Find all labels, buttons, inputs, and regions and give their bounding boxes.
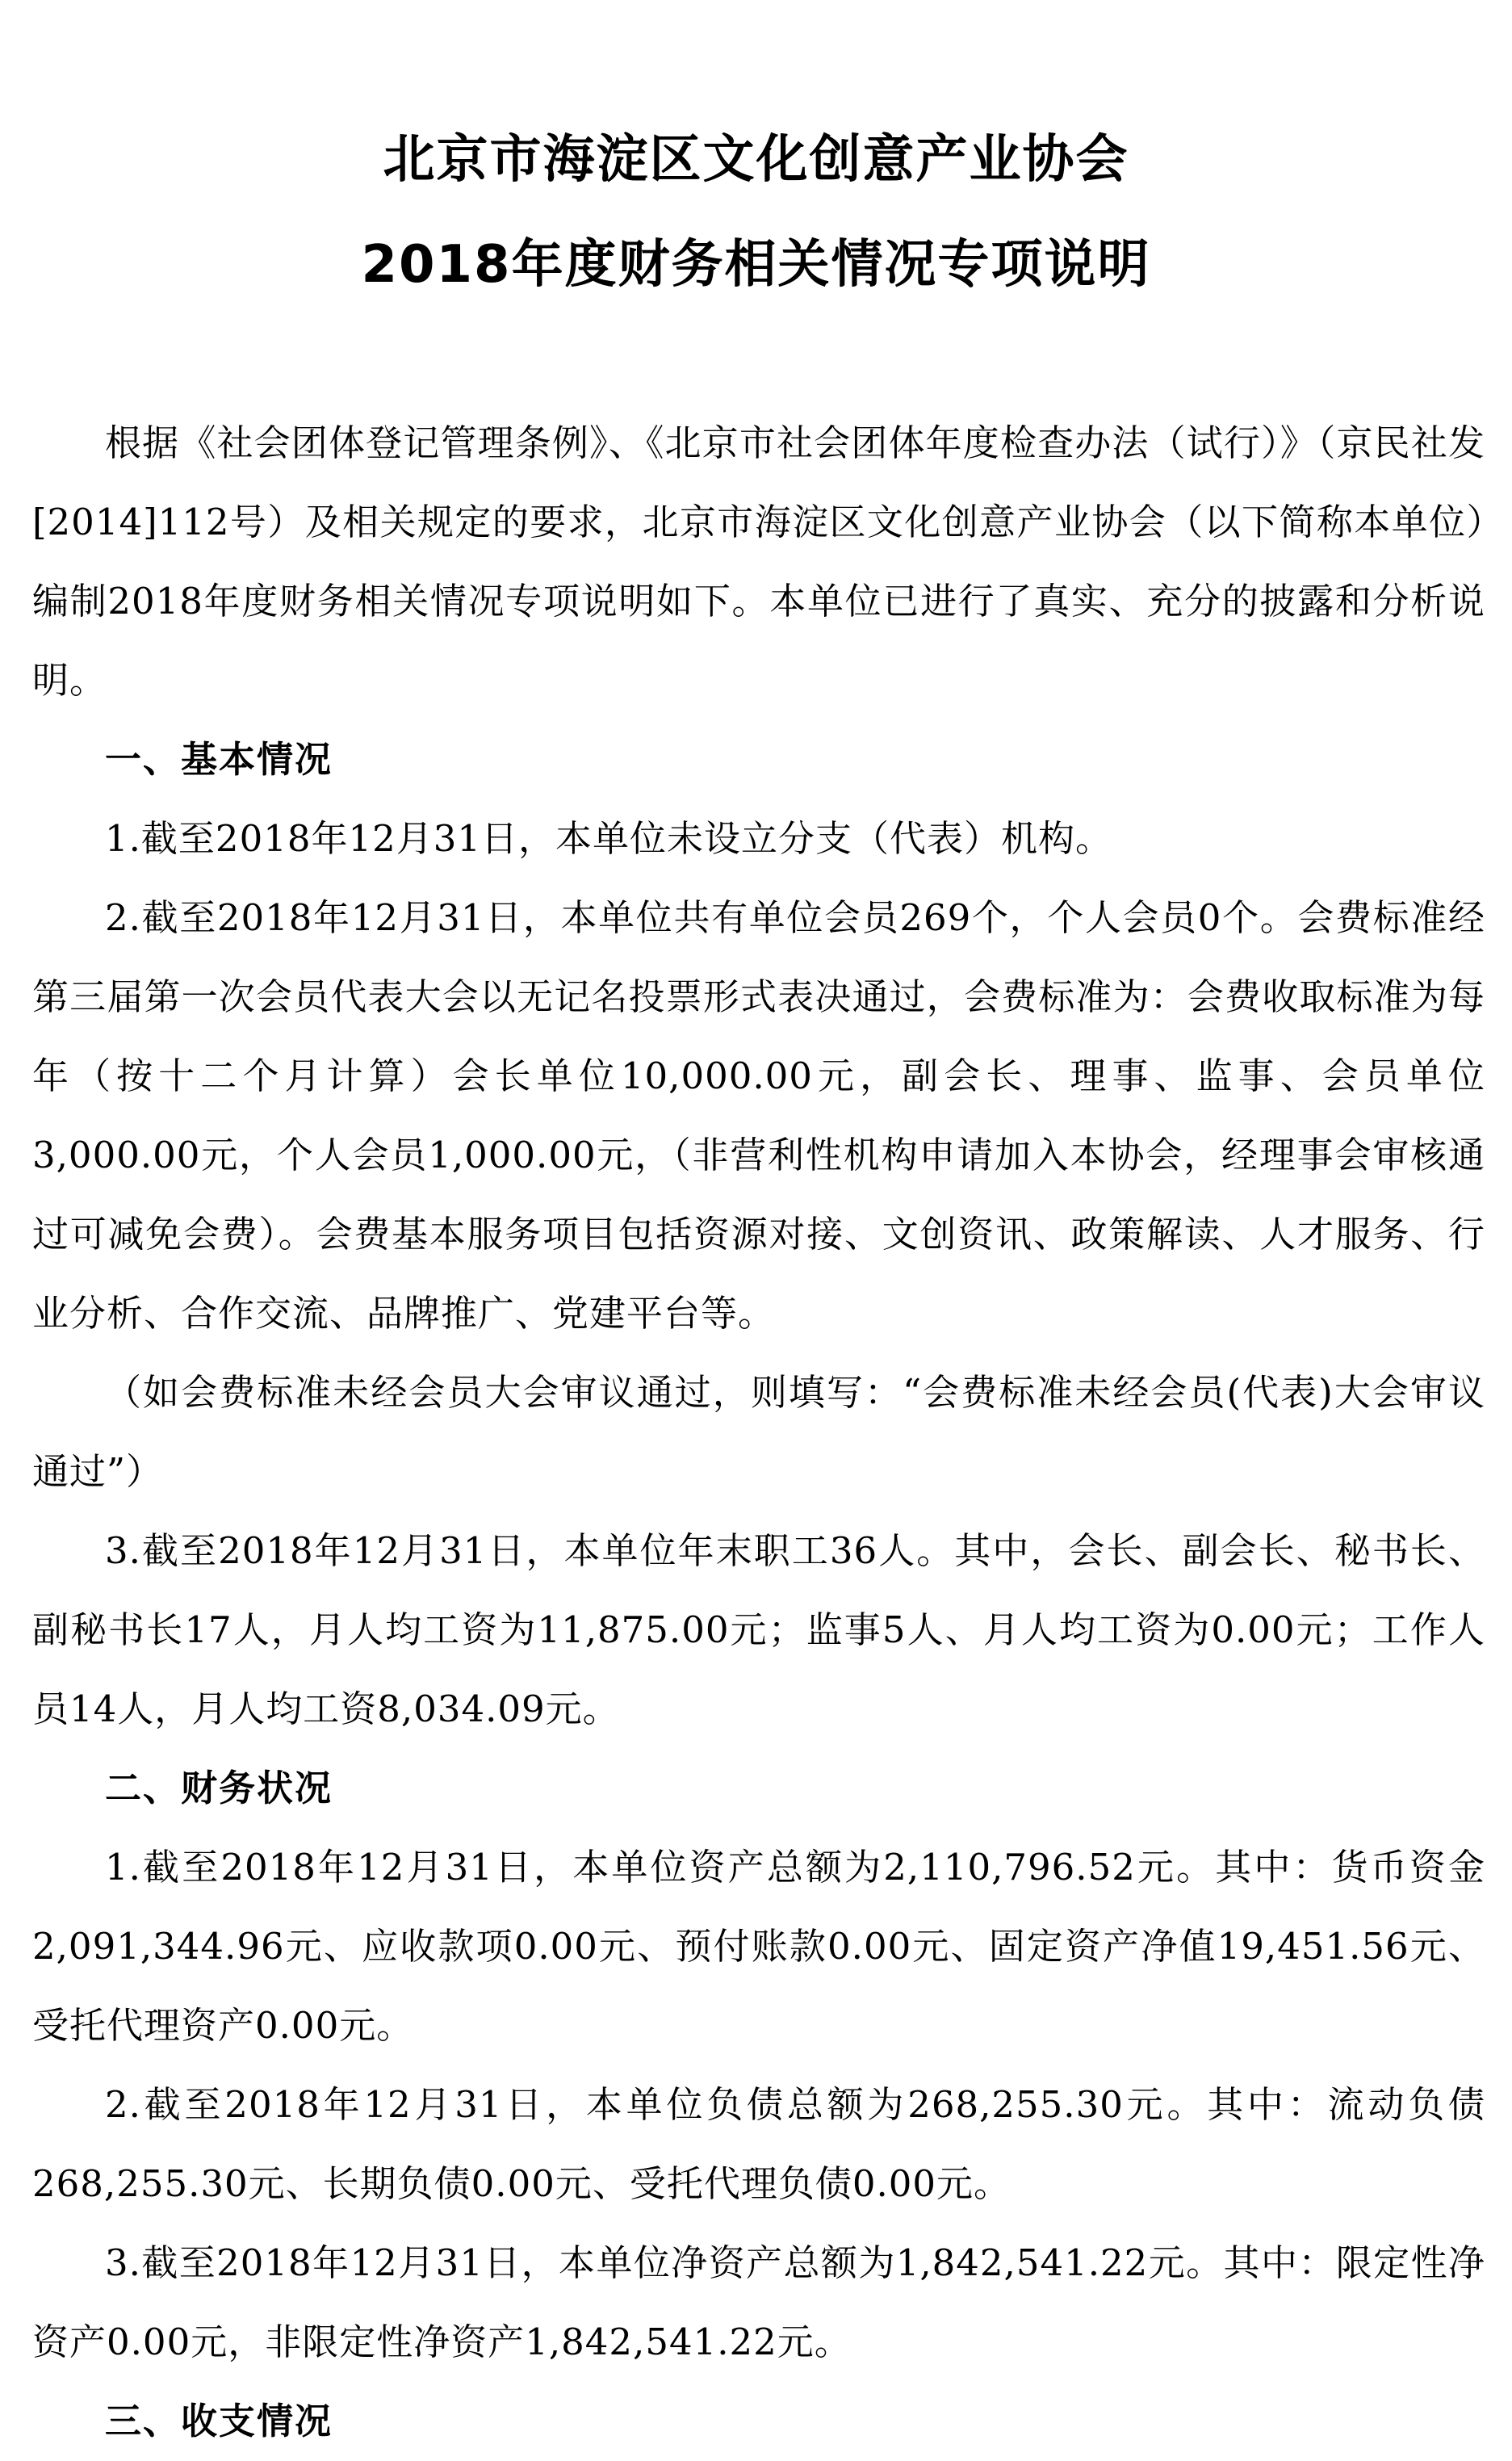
document-body	[32, 404, 1485, 2461]
finance-paragraph-3: 3.截至2018年12月31日，本单位净资产总额为1,842,541.22元。其中：限定性净资产0.00元，非限定性净资产1,842,541.22元。	[32, 2241, 1485, 2363]
document-title-line-1: 北京市海淀区文化创意产业协会	[383, 130, 1129, 190]
section-heading-finance: 二、财务状况	[105, 1767, 333, 1809]
basic-note-paragraph: （如会费标准未经会员大会审议通过，则填写：“会费标准未经会员(代表)大会审议通过”）	[32, 1371, 1485, 1493]
finance-paragraph-2: 2.截至2018年12月31日，本单位负债总额为268,255.30元。其中：流动负债268,255.30元、长期负债0.00元、受托代理负债0.00元。	[32, 2083, 1485, 2205]
basic-paragraph-2: 2.截至2018年12月31日，本单位共有单位会员269个，个人会员0个。会费标准经第三届第一次会员代表大会以无记名投票形式表决通过，会费标准为：会费收取标准为每年（按十二个月计算）会长单位10,000.00元，副会长、理事、监事、会员单位3,000.00元，个人会员1,000.00元，（非营利性机构申请加入本协会，经理事会审核通过可减免会费）。会费基本服务项目包括资源对接、文创资讯、政策解读、人才服务、行业分析、合作交流、品牌推广、党建平台等。	[32, 896, 1485, 1335]
section-heading-income: 三、收支情况	[105, 2400, 333, 2442]
basic-paragraph-1: 1.截至2018年12月31日，本单位未设立分支（代表）机构。	[105, 817, 1112, 860]
intro-paragraph: 根据《社会团体登记管理条例》、《北京市社会团体年度检查办法（试行）》（京民社发[2014]112号）及相关规定的要求，北京市海淀区文化创意产业协会（以下简称本单位）编制2018年度财务相关情况专项说明如下。本单位已进行了真实、充分的披露和分析说明。	[32, 421, 1485, 702]
finance-paragraph-1: 1.截至2018年12月31日，本单位资产总额为2,110,796.52元。其中：货币资金2,091,344.96元、应收款项0.00元、预付账款0.00元、固定资产净值19,451.56元、受托代理资产0.00元。	[32, 1846, 1485, 2047]
section-heading-basic: 一、基本情况	[105, 738, 333, 781]
document-title-line-2: 2018年度财务相关情况专项说明	[361, 235, 1151, 295]
basic-paragraph-3: 3.截至2018年12月31日，本单位年末职工36人。其中，会长、副会长、秘书长、副秘书长17人，月人均工资为11,875.00元；监事5人、月人均工资为0.00元；工作人员14人，月人均工资8,034.09元。	[32, 1529, 1485, 1730]
